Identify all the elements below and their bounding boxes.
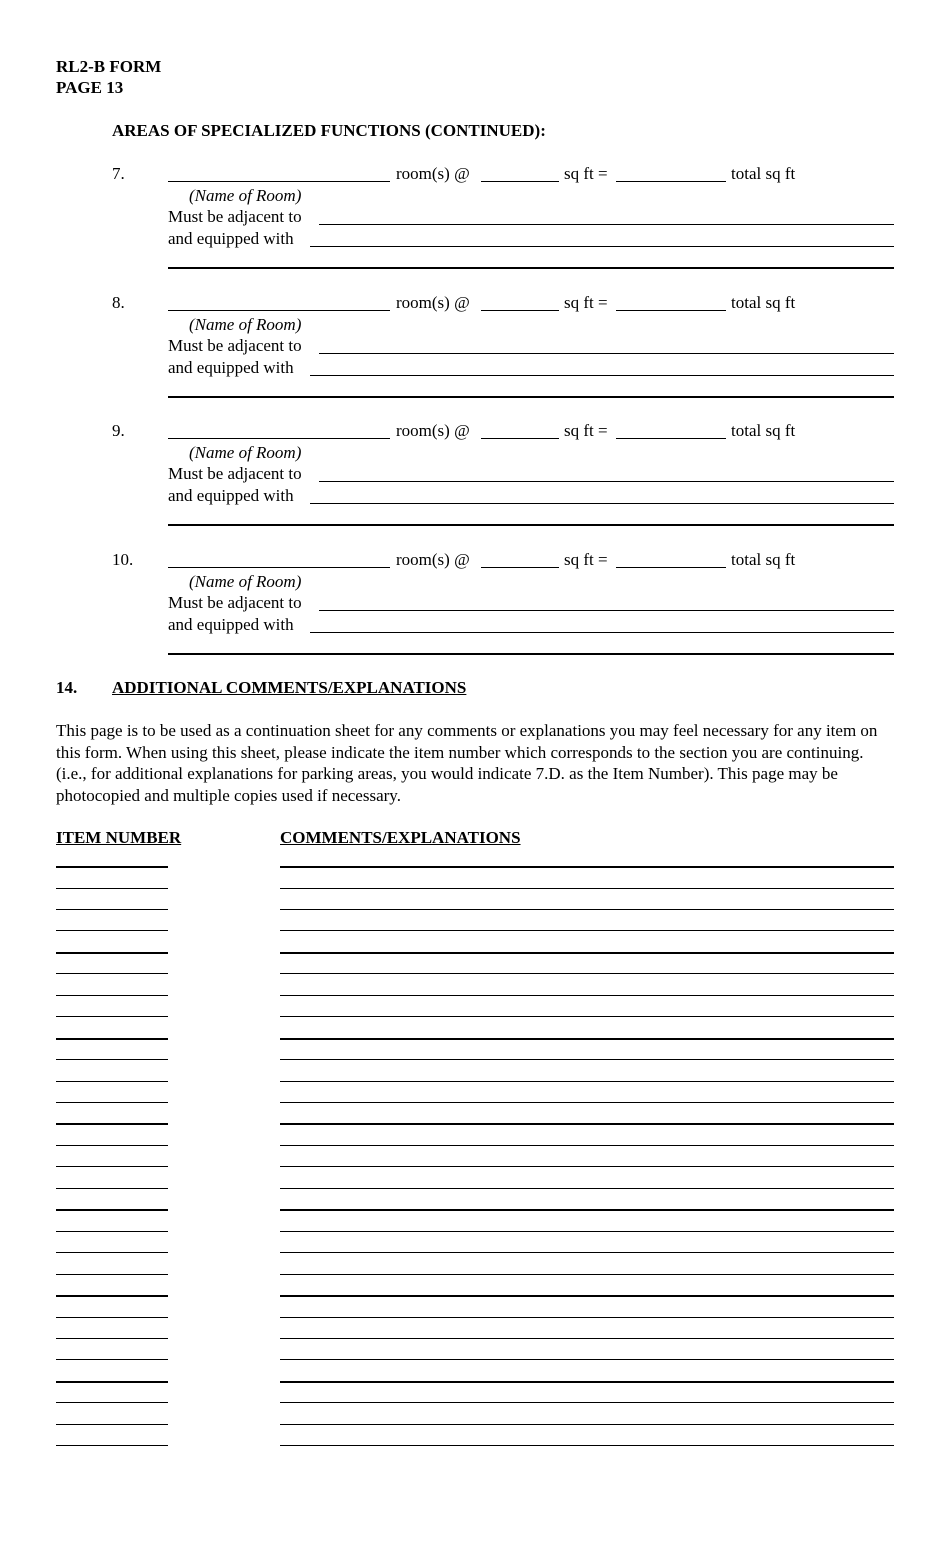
- comments-section-number: 14.: [56, 678, 78, 697]
- item-number-line[interactable]: [56, 930, 168, 931]
- item-number-line[interactable]: [56, 1038, 168, 1040]
- room-10-total-label: total sq ft: [731, 550, 796, 569]
- item-number-line[interactable]: [56, 952, 168, 954]
- comment-line[interactable]: [280, 1059, 894, 1060]
- room-8-equipped-field[interactable]: [310, 375, 894, 376]
- comment-line[interactable]: [280, 995, 894, 996]
- room-8-total-label: total sq ft: [731, 293, 796, 312]
- item-number-line[interactable]: [56, 1445, 168, 1446]
- room-8-number: 8.: [112, 293, 125, 312]
- comment-line[interactable]: [280, 1016, 894, 1017]
- comment-line[interactable]: [280, 1123, 894, 1125]
- comment-line[interactable]: [280, 1424, 894, 1425]
- page-number: PAGE 13: [56, 78, 124, 97]
- item-number-line[interactable]: [56, 1123, 168, 1125]
- comments-section-title: ADDITIONAL COMMENTS/EXPLANATIONS: [112, 678, 467, 697]
- room-9-count-field[interactable]: [481, 438, 559, 439]
- comment-line[interactable]: [280, 1081, 894, 1082]
- section-title: AREAS OF SPECIALIZED FUNCTIONS (CONTINUED):: [112, 121, 546, 140]
- room-10-equipped-field[interactable]: [310, 632, 894, 633]
- form-id: RL2-B FORM: [56, 57, 162, 76]
- room-9-adjacent-label: Must be adjacent to: [168, 464, 302, 483]
- room-7-total-label: total sq ft: [731, 164, 796, 183]
- comment-line[interactable]: [280, 1188, 894, 1189]
- comment-line[interactable]: [280, 1102, 894, 1103]
- room-9-equipped-label: and equipped with: [168, 486, 294, 505]
- room-10-rooms-label: room(s) @: [396, 550, 470, 569]
- item-number-line[interactable]: [56, 1102, 168, 1103]
- item-number-line[interactable]: [56, 995, 168, 996]
- item-number-line[interactable]: [56, 1188, 168, 1189]
- comment-line[interactable]: [280, 1274, 894, 1275]
- room-8-adjacent-label: Must be adjacent to: [168, 336, 302, 355]
- room-7-count-field[interactable]: [481, 181, 559, 182]
- room-9-total-label: total sq ft: [731, 421, 796, 440]
- room-9-rooms-label: room(s) @: [396, 421, 470, 440]
- comment-line[interactable]: [280, 1359, 894, 1360]
- item-number-line[interactable]: [56, 1338, 168, 1339]
- room-8-rooms-label: room(s) @: [396, 293, 470, 312]
- comment-line[interactable]: [280, 1038, 894, 1040]
- item-number-line[interactable]: [56, 909, 168, 910]
- item-number-line[interactable]: [56, 1059, 168, 1060]
- room-10-name-field[interactable]: [168, 567, 390, 568]
- room-9-number: 9.: [112, 421, 125, 440]
- comment-line[interactable]: [280, 1295, 894, 1297]
- item-number-line[interactable]: [56, 1016, 168, 1017]
- room-10-equipped-label: and equipped with: [168, 615, 294, 634]
- room-7-equipped-field[interactable]: [310, 246, 894, 247]
- room-10-adjacent-label: Must be adjacent to: [168, 593, 302, 612]
- room-7-adjacent-field[interactable]: [319, 224, 894, 225]
- item-number-line[interactable]: [56, 866, 168, 868]
- room-7-equipped-field-2[interactable]: [168, 267, 894, 269]
- room-9-name-field[interactable]: [168, 438, 390, 439]
- comment-line[interactable]: [280, 1445, 894, 1446]
- room-7-name-field[interactable]: [168, 181, 390, 182]
- comment-line[interactable]: [280, 952, 894, 954]
- room-7-number: 7.: [112, 164, 125, 183]
- room-8-equipped-field-2[interactable]: [168, 396, 894, 398]
- comment-line[interactable]: [280, 930, 894, 931]
- item-number-line[interactable]: [56, 1274, 168, 1275]
- room-8-sqft-field[interactable]: [616, 310, 726, 311]
- item-number-header: ITEM NUMBER: [56, 828, 182, 847]
- item-number-line[interactable]: [56, 1252, 168, 1253]
- item-number-line[interactable]: [56, 888, 168, 889]
- room-8-adjacent-field[interactable]: [319, 353, 894, 354]
- item-number-line[interactable]: [56, 1231, 168, 1232]
- room-7-name-caption: (Name of Room): [189, 186, 302, 205]
- comment-line[interactable]: [280, 1209, 894, 1211]
- comments-instructions: This page is to be used as a continuation sheet for any comments or explanations you may feel necessary for any item on this form. When using this sheet, please indicate the item number which corresponds to the section you are continuing. (i.e., for additional explanations for parking areas, you would indicate 7.D. as the Item Number). This page may be photocopied and multiple copies used if necessary.: [56, 721, 878, 805]
- room-9-name-caption: (Name of Room): [189, 443, 302, 462]
- comment-line[interactable]: [280, 1381, 894, 1383]
- item-number-line[interactable]: [56, 1381, 168, 1383]
- comment-line[interactable]: [280, 1231, 894, 1232]
- comment-line[interactable]: [280, 909, 894, 910]
- item-number-line[interactable]: [56, 1145, 168, 1146]
- room-8-equipped-label: and equipped with: [168, 358, 294, 377]
- room-7-adjacent-label: Must be adjacent to: [168, 207, 302, 226]
- comment-line[interactable]: [280, 973, 894, 974]
- room-8-count-field[interactable]: [481, 310, 559, 311]
- room-7-sqft-field[interactable]: [616, 181, 726, 182]
- item-number-line[interactable]: [56, 1359, 168, 1360]
- room-10-number: 10.: [112, 550, 134, 569]
- comment-line[interactable]: [280, 1252, 894, 1253]
- room-8-sqft-label: sq ft =: [564, 293, 608, 312]
- room-10-adjacent-field[interactable]: [319, 610, 894, 611]
- item-number-line[interactable]: [56, 973, 168, 974]
- room-10-count-field[interactable]: [481, 567, 559, 568]
- room-7-rooms-label: room(s) @: [396, 164, 470, 183]
- comment-line[interactable]: [280, 1402, 894, 1403]
- room-9-equipped-field-2[interactable]: [168, 524, 894, 526]
- room-10-name-caption: (Name of Room): [189, 572, 302, 591]
- room-10-sqft-field[interactable]: [616, 567, 726, 568]
- comment-line[interactable]: [280, 1166, 894, 1167]
- room-8-name-field[interactable]: [168, 310, 390, 311]
- comment-line[interactable]: [280, 888, 894, 889]
- item-number-line[interactable]: [56, 1317, 168, 1318]
- item-number-line[interactable]: [56, 1295, 168, 1297]
- room-7-sqft-label: sq ft =: [564, 164, 608, 183]
- room-10-equipped-field-2[interactable]: [168, 653, 894, 655]
- comment-line[interactable]: [280, 1338, 894, 1339]
- comment-line[interactable]: [280, 1317, 894, 1318]
- item-number-line[interactable]: [56, 1081, 168, 1082]
- item-number-line[interactable]: [56, 1424, 168, 1425]
- room-9-equipped-field[interactable]: [310, 503, 894, 504]
- comment-line[interactable]: [280, 1145, 894, 1146]
- comment-line[interactable]: [280, 866, 894, 868]
- room-9-sqft-field[interactable]: [616, 438, 726, 439]
- room-8-name-caption: (Name of Room): [189, 315, 302, 334]
- item-number-line[interactable]: [56, 1166, 168, 1167]
- comments-header: COMMENTS/EXPLANATIONS: [280, 828, 521, 847]
- room-7-equipped-label: and equipped with: [168, 229, 294, 248]
- room-9-adjacent-field[interactable]: [319, 481, 894, 482]
- room-10-sqft-label: sq ft =: [564, 550, 608, 569]
- room-9-sqft-label: sq ft =: [564, 421, 608, 440]
- item-number-line[interactable]: [56, 1402, 168, 1403]
- item-number-line[interactable]: [56, 1209, 168, 1211]
